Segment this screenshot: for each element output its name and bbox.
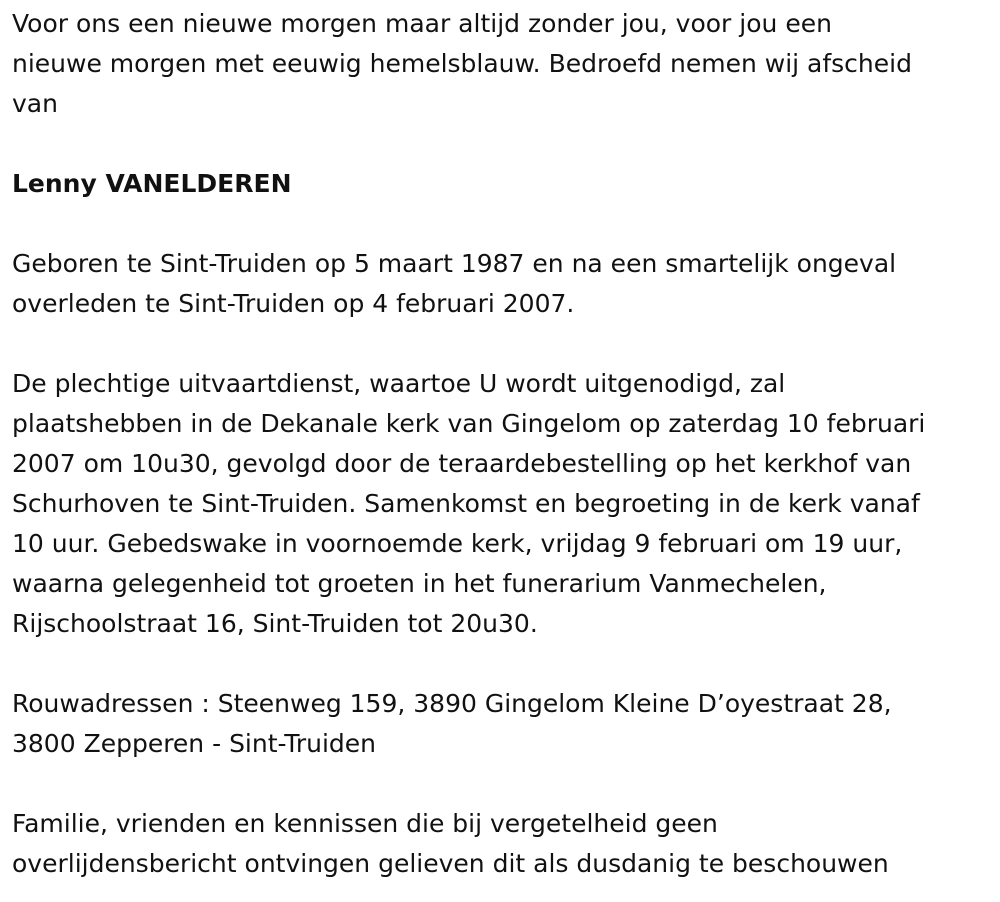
service-line: De plechtige uitvaartdienst, waartoe U wordt uitgenodigd, zal [12,369,786,398]
closing-line: overlijdensbericht ontvingen gelieven dit als dusdanig te beschouwen [12,849,889,878]
closing-line: Familie, vrienden en kennissen die bij vergetelheid geen [12,809,718,838]
service-line: 2007 om 10u30, gevolgd door de teraardebestelling op het kerkhof van [12,449,912,478]
birth-death-paragraph [12,244,988,324]
service-line: waarna gelegenheid tot groeten in het funerarium Vanmechelen, [12,569,827,598]
deceased-name: Lenny VANELDEREN [12,169,292,198]
intro-line: nieuwe morgen met eeuwig hemelsblauw. Bedroefd nemen wij afscheid [12,49,912,78]
intro-line: van [12,89,58,118]
intro-paragraph [12,4,988,124]
service-paragraph [12,364,988,644]
addresses-paragraph [12,684,988,764]
service-line: 10 uur. Gebedswake in voornoemde kerk, vrijdag 9 februari om 19 uur, [12,529,903,558]
birth-death-line: overleden te Sint-Truiden op 4 februari 2007. [12,289,575,318]
birth-death-line: Geboren te Sint-Truiden op 5 maart 1987 en na een smartelijk ongeval [12,249,897,278]
service-line: plaatshebben in de Dekanale kerk van Gingelom op zaterdag 10 februari [12,409,926,438]
addresses-line: Rouwadressen : Steenweg 159, 3890 Gingelom Kleine D’oyestraat 28, [12,689,892,718]
intro-line: Voor ons een nieuwe morgen maar altijd zonder jou, voor jou een [12,9,832,38]
service-line: Schurhoven te Sint-Truiden. Samenkomst en begroeting in de kerk vanaf [12,489,920,518]
closing-paragraph [12,804,988,884]
addresses-line: 3800 Zepperen - Sint-Truiden [12,729,377,758]
service-line: Rijschoolstraat 16, Sint-Truiden tot 20u30. [12,609,538,638]
